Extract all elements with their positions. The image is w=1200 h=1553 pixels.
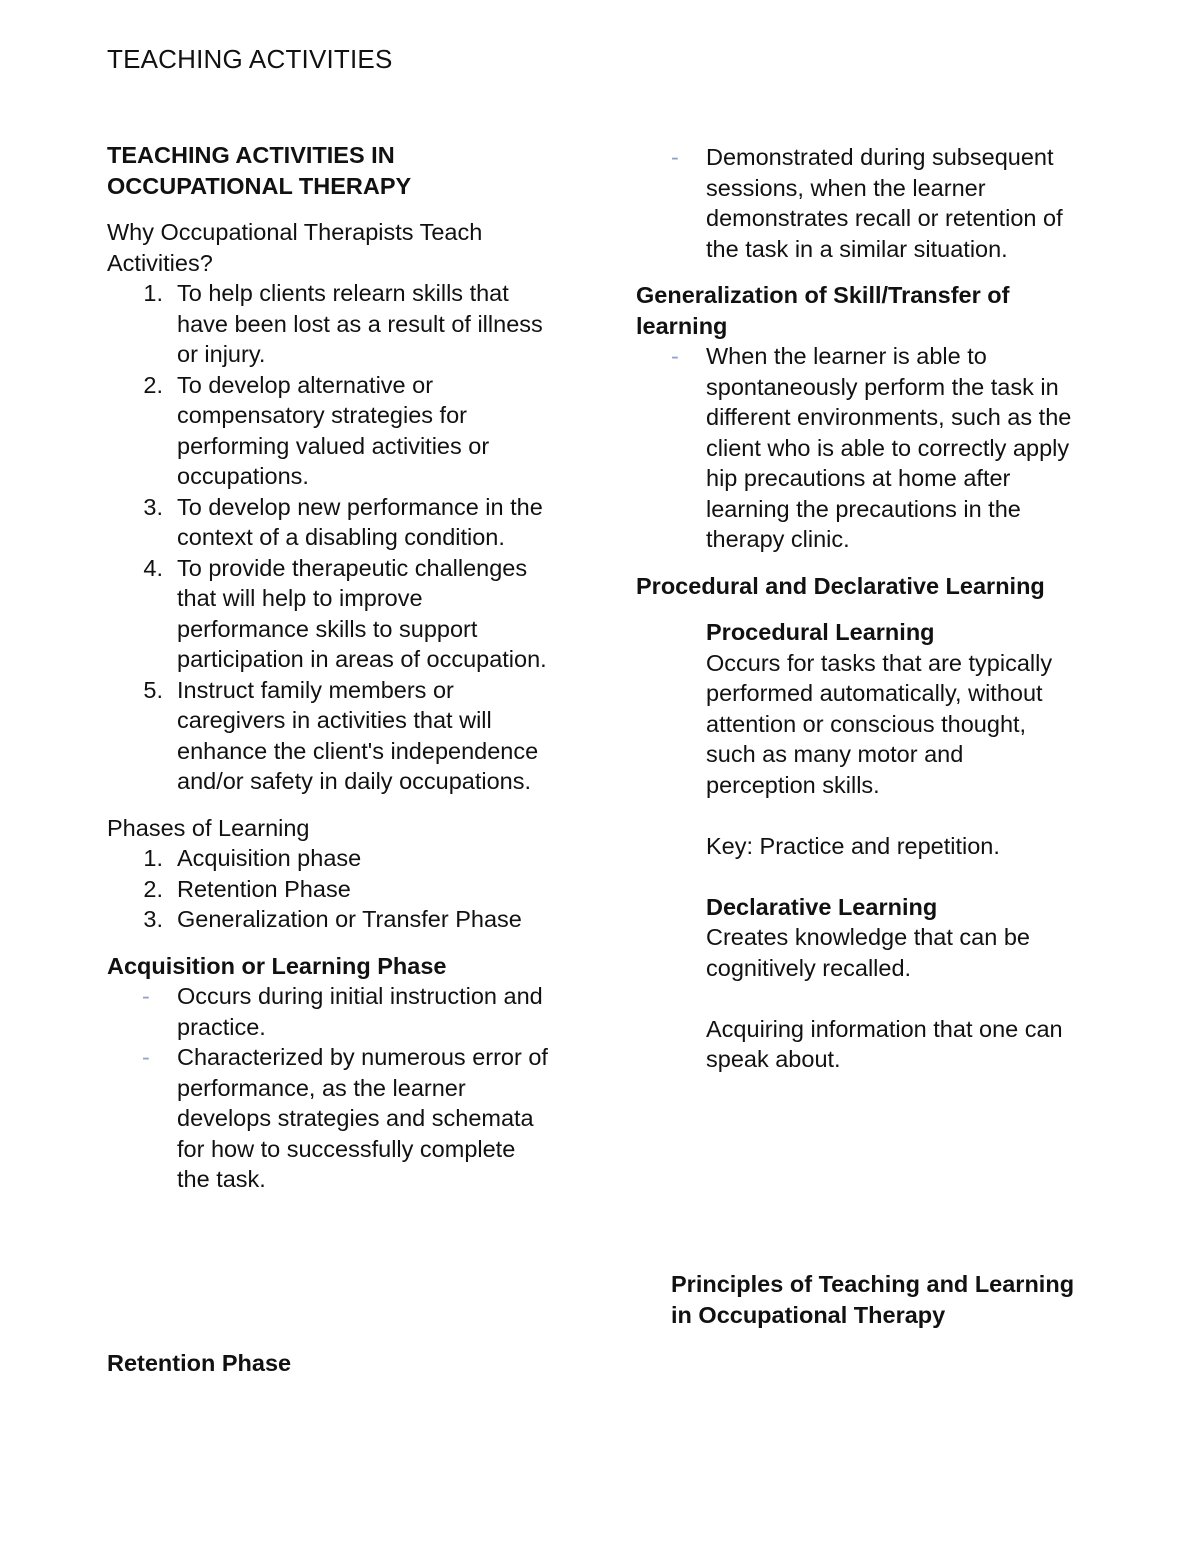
text-line: When the learner is able to: [706, 343, 987, 369]
procedural-title: Procedural Learning: [706, 619, 935, 645]
procedural-description: [706, 648, 1116, 801]
text-line: Acquiring information that one can: [706, 1015, 1063, 1042]
text-line: performed automatically, without: [706, 680, 1043, 706]
phases-heading: Phases of Learning: [107, 814, 310, 841]
reasons-list: [107, 278, 587, 797]
section-title: [107, 140, 587, 201]
text-line: hip precautions at home after: [706, 465, 1011, 491]
list-number: 5.: [143, 676, 163, 703]
list-item: [107, 370, 587, 492]
text-line: Occurs for tasks that are typically: [706, 649, 1053, 676]
text-line: develops strategies and schemata: [177, 1105, 534, 1131]
principles-heading-line: Principles of Teaching and Learning: [671, 1271, 1075, 1297]
declarative-description: [706, 922, 1116, 983]
text-line: Demonstrated during subsequent: [706, 144, 1054, 170]
dash-bullet: -: [142, 983, 150, 1009]
text-line: such as many motor and: [706, 741, 964, 767]
text-line: the task in a similar situation.: [706, 235, 1008, 262]
text-line: therapy clinic.: [706, 526, 850, 552]
text-line: demonstrates recall or retention of: [706, 205, 1063, 231]
section-title-line: OCCUPATIONAL THERAPY: [107, 172, 412, 199]
procedural-block: [636, 617, 1116, 1075]
list-number: 4.: [143, 554, 163, 581]
text-line: To help clients relearn skills that: [177, 280, 509, 306]
text-line: occupations.: [177, 463, 309, 489]
principles-heading-line: in Occupational Therapy: [671, 1301, 946, 1328]
text-line: Creates knowledge that can be: [706, 924, 1030, 950]
dash-bullet: -: [142, 1044, 150, 1070]
text-line: enhance the client's independence: [177, 737, 539, 764]
procedural-declarative-heading: Procedural and Declarative Learning: [636, 572, 1045, 599]
text-line: that will help to improve: [177, 585, 423, 611]
text-line: participation in areas of occupation.: [177, 646, 547, 672]
list-item-text: Acquisition phase: [177, 845, 362, 871]
right-column: [636, 142, 1116, 1075]
text-line: different environments, such as the: [706, 404, 1072, 430]
list-item-text: Retention Phase: [177, 875, 351, 902]
acquisition-heading: Acquisition or Learning Phase: [107, 952, 447, 979]
text-line: Occurs during initial instruction and: [177, 983, 543, 1009]
principles-heading: [671, 1269, 1151, 1330]
text-line: To develop new performance in the: [177, 493, 543, 520]
list-item: [107, 874, 587, 905]
text-line: sessions, when the learner: [706, 174, 986, 201]
text-line: performance, as the learner: [177, 1074, 466, 1101]
declarative-title: Declarative Learning: [706, 893, 938, 920]
text-line: Characterized by numerous error of: [177, 1044, 548, 1070]
declarative-extra: [706, 1014, 1116, 1075]
text-line: client who is able to correctly apply: [706, 434, 1070, 461]
text-line: Instruct family members or: [177, 676, 454, 703]
list-number: 1.: [143, 845, 163, 871]
generalization-heading-line: Generalization of Skill/Transfer of: [636, 282, 1010, 308]
text-line: or injury.: [177, 341, 266, 367]
text-line: caregivers in activities that will: [177, 707, 492, 733]
generalization-points: [636, 341, 1116, 555]
text-line: speak about.: [706, 1046, 841, 1072]
bullet-item: [636, 341, 1116, 555]
text-line: context of a disabling condition.: [177, 524, 505, 550]
text-line: have been lost as a result of illness: [177, 310, 543, 337]
why-heading-line: Activities?: [107, 249, 213, 276]
list-number: 3.: [143, 493, 163, 520]
text-line: for how to successfully complete: [177, 1135, 516, 1162]
list-item: [107, 278, 587, 370]
text-line: perception skills.: [706, 771, 880, 798]
text-line: performing valued activities or: [177, 432, 490, 459]
bullet-item: [636, 142, 1116, 264]
text-line: learning the precautions in the: [706, 495, 1021, 522]
text-line: and/or safety in daily occupations.: [177, 768, 532, 794]
document-title: TEACHING ACTIVITIES: [107, 44, 393, 74]
bullet-item: [107, 1042, 587, 1195]
generalization-heading-line: learning: [636, 312, 728, 339]
list-item: [107, 675, 587, 797]
list-item: [107, 553, 587, 675]
procedural-key: Key: Practice and repetition.: [706, 832, 1000, 859]
list-number: 2.: [143, 875, 163, 902]
generalization-heading: [636, 280, 1116, 341]
dash-bullet: -: [671, 144, 679, 170]
text-line: attention or conscious thought,: [706, 710, 1027, 737]
left-column: [107, 140, 587, 1195]
text-line: practice.: [177, 1013, 266, 1040]
text-line: spontaneously perform the task in: [706, 373, 1059, 400]
why-heading-line: Why Occupational Therapists Teach: [107, 219, 483, 245]
list-number: 3.: [143, 906, 163, 932]
text-line: cognitively recalled.: [706, 954, 912, 981]
list-number: 2.: [143, 371, 163, 398]
bullet-item: [107, 981, 587, 1042]
list-item-text: Generalization or Transfer Phase: [177, 906, 522, 932]
text-line: To provide therapeutic challenges: [177, 554, 528, 581]
retention-points: [636, 142, 1116, 264]
list-number: 1.: [143, 280, 163, 306]
list-item: [107, 843, 587, 874]
why-heading: [107, 217, 587, 278]
text-line: compensatory strategies for: [177, 402, 467, 428]
text-line: To develop alternative or: [177, 371, 434, 398]
text-line: the task.: [177, 1166, 266, 1192]
phases-list: [107, 843, 587, 935]
text-line: performance skills to support: [177, 615, 478, 642]
list-item: [107, 904, 587, 935]
dash-bullet: -: [671, 343, 679, 369]
section-title-line: TEACHING ACTIVITIES IN: [107, 142, 395, 168]
retention-heading: Retention Phase: [107, 1350, 292, 1376]
list-item: [107, 492, 587, 553]
acquisition-points: [107, 981, 587, 1195]
